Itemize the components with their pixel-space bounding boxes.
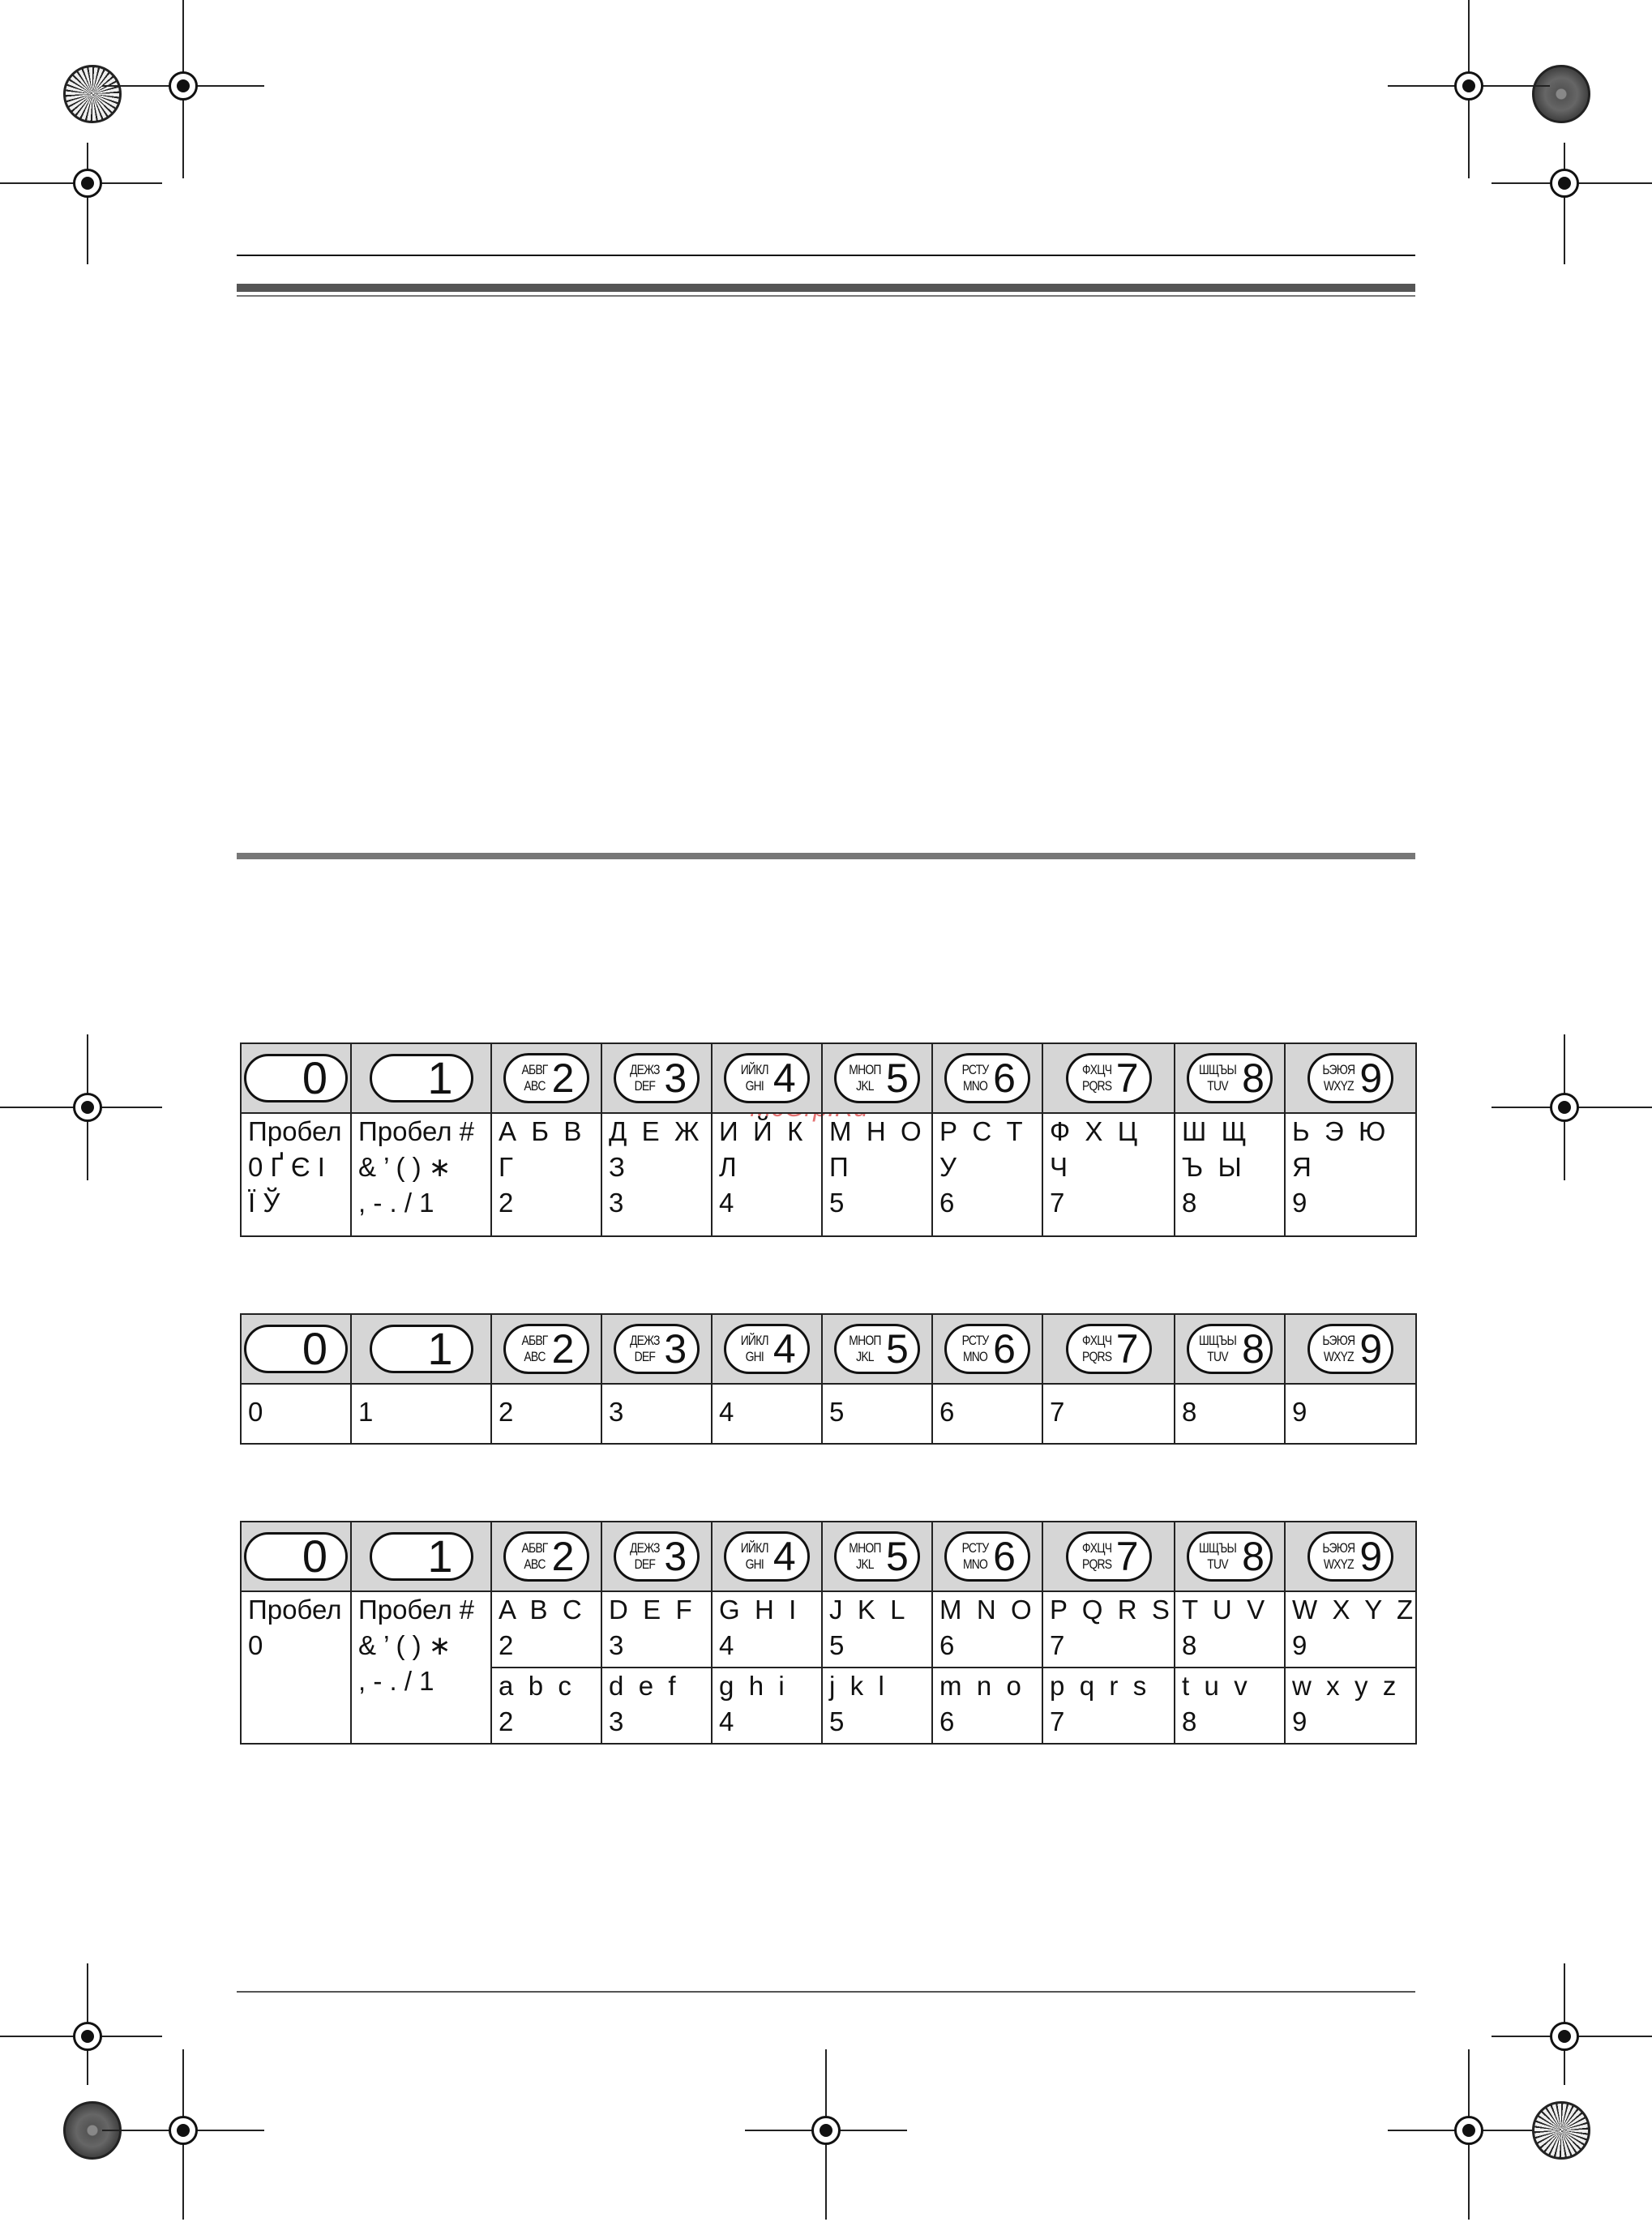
key-row (241, 1314, 1416, 1384)
cell-key-3: 3 (601, 1384, 712, 1444)
cell-key-2-lower: a b c 2 (491, 1668, 601, 1744)
key-5-icon: МНОП JKL 5 (834, 1531, 920, 1582)
table-numeric-mode (240, 1313, 1417, 1445)
key-7-icon: ФХЦЧ PQRS 7 (1066, 1324, 1152, 1374)
cell-key-0: Пробел 0 (241, 1591, 351, 1744)
cell-key-5-lower: j k l 5 (822, 1668, 932, 1744)
key-0-icon: 0 (244, 1532, 348, 1581)
header-rule-underline (237, 295, 1415, 297)
cell-key-9-upper: W X Y Z 9 (1285, 1591, 1416, 1668)
key-8-icon: ШЩЪЫ TUV 8 (1187, 1324, 1273, 1374)
cell-key-0: Пробел 0 Ґ Є І Ї Ў (241, 1113, 351, 1236)
key-0-icon: 0 (244, 1325, 348, 1373)
header-rule-thick (237, 284, 1415, 292)
key-0-icon: 0 (244, 1054, 348, 1102)
cell-key-5: 5 (822, 1384, 932, 1444)
table-cyrillic-mode (240, 1042, 1417, 1237)
cell-key-8-lower: t u v 8 (1175, 1668, 1285, 1744)
cell-key-6: 6 (932, 1384, 1042, 1444)
cell-key-3-upper: D E F 3 (601, 1591, 712, 1668)
registration-dense-top-right (1532, 65, 1590, 123)
cell-key-9: 9 (1285, 1384, 1416, 1444)
key-9-icon: ЬЭЮЯ WXYZ 9 (1307, 1053, 1393, 1103)
key-row (241, 1043, 1416, 1113)
registration-starburst-top-left (63, 65, 122, 123)
key-3-icon: ДЕЖЗ DEF 3 (614, 1531, 700, 1582)
cell-key-2-upper: A B C 2 (491, 1591, 601, 1668)
key-3-icon: ДЕЖЗ DEF 3 (614, 1053, 700, 1103)
cell-key-7-lower: p q r s 7 (1042, 1668, 1175, 1744)
key-3-icon: ДЕЖЗ DEF 3 (614, 1324, 700, 1374)
cell-key-4-upper: G H I 4 (712, 1591, 822, 1668)
key-2-icon: АБВГ ABC 2 (503, 1531, 589, 1582)
key-6-icon: РСТУ MNO 6 (944, 1324, 1030, 1374)
key-1-icon: 1 (370, 1054, 473, 1102)
header-rule-thin (237, 255, 1415, 256)
section-divider (237, 853, 1415, 859)
character-row (241, 1384, 1416, 1444)
cell-key-6-upper: M N O 6 (932, 1591, 1042, 1668)
cell-key-4: 4 (712, 1384, 822, 1444)
key-1-icon: 1 (370, 1532, 473, 1581)
cell-key-0: 0 (241, 1384, 351, 1444)
cell-key-8: Ш Щ Ъ Ы 8 (1175, 1113, 1285, 1236)
cell-key-7-upper: P Q R S 7 (1042, 1591, 1175, 1668)
key-row (241, 1522, 1416, 1591)
cell-key-1: 1 (351, 1384, 491, 1444)
key-6-icon: РСТУ MNO 6 (944, 1053, 1030, 1103)
cell-key-7: 7 (1042, 1384, 1175, 1444)
cell-key-9: Ь Э Ю Я 9 (1285, 1113, 1416, 1236)
key-7-icon: ФХЦЧ PQRS 7 (1066, 1053, 1152, 1103)
cell-key-9-lower: w x y z 9 (1285, 1668, 1416, 1744)
key-4-icon: ИЙКЛ GHI 4 (724, 1531, 810, 1582)
cell-key-8-upper: T U V 8 (1175, 1591, 1285, 1668)
registration-starburst-bottom-right (1532, 2101, 1590, 2160)
key-9-icon: ЬЭЮЯ WXYZ 9 (1307, 1531, 1393, 1582)
cell-key-8: 8 (1175, 1384, 1285, 1444)
cell-key-2: А Б В Г 2 (491, 1113, 601, 1236)
cell-key-4: И Й К Л 4 (712, 1113, 822, 1236)
key-2-icon: АБВГ ABC 2 (503, 1324, 589, 1374)
key-2-icon: АБВГ ABC 2 (503, 1053, 589, 1103)
key-9-icon: ЬЭЮЯ WXYZ 9 (1307, 1324, 1393, 1374)
cell-key-6: Р С Т У 6 (932, 1113, 1042, 1236)
key-7-icon: ФХЦЧ PQRS 7 (1066, 1531, 1152, 1582)
key-5-icon: МНОП JKL 5 (834, 1324, 920, 1374)
key-8-icon: ШЩЪЫ TUV 8 (1187, 1531, 1273, 1582)
cell-key-1: Пробел # & ’ ( ) ∗ , - . / 1 (351, 1591, 491, 1744)
uppercase-row (241, 1591, 1416, 1668)
cell-key-5: М Н О П 5 (822, 1113, 932, 1236)
cell-key-2: 2 (491, 1384, 601, 1444)
cell-key-3: Д Е Ж З 3 (601, 1113, 712, 1236)
cell-key-5-upper: J K L 5 (822, 1591, 932, 1668)
key-8-icon: ШЩЪЫ TUV 8 (1187, 1053, 1273, 1103)
table-latin-mode (240, 1521, 1417, 1745)
key-1-icon: 1 (370, 1325, 473, 1373)
character-row (241, 1113, 1416, 1236)
cell-key-7: Ф Х Ц Ч 7 (1042, 1113, 1175, 1236)
footer-rule (237, 1991, 1415, 1993)
cell-key-1: Пробел # & ’ ( ) ∗ , - . / 1 (351, 1113, 491, 1236)
key-6-icon: РСТУ MNO 6 (944, 1531, 1030, 1582)
key-4-icon: ИЙКЛ GHI 4 (724, 1053, 810, 1103)
cell-key-3-lower: d e f 3 (601, 1668, 712, 1744)
key-5-icon: МНОП JKL 5 (834, 1053, 920, 1103)
cell-key-4-lower: g h i 4 (712, 1668, 822, 1744)
key-4-icon: ИЙКЛ GHI 4 (724, 1324, 810, 1374)
cell-key-6-lower: m n o 6 (932, 1668, 1042, 1744)
